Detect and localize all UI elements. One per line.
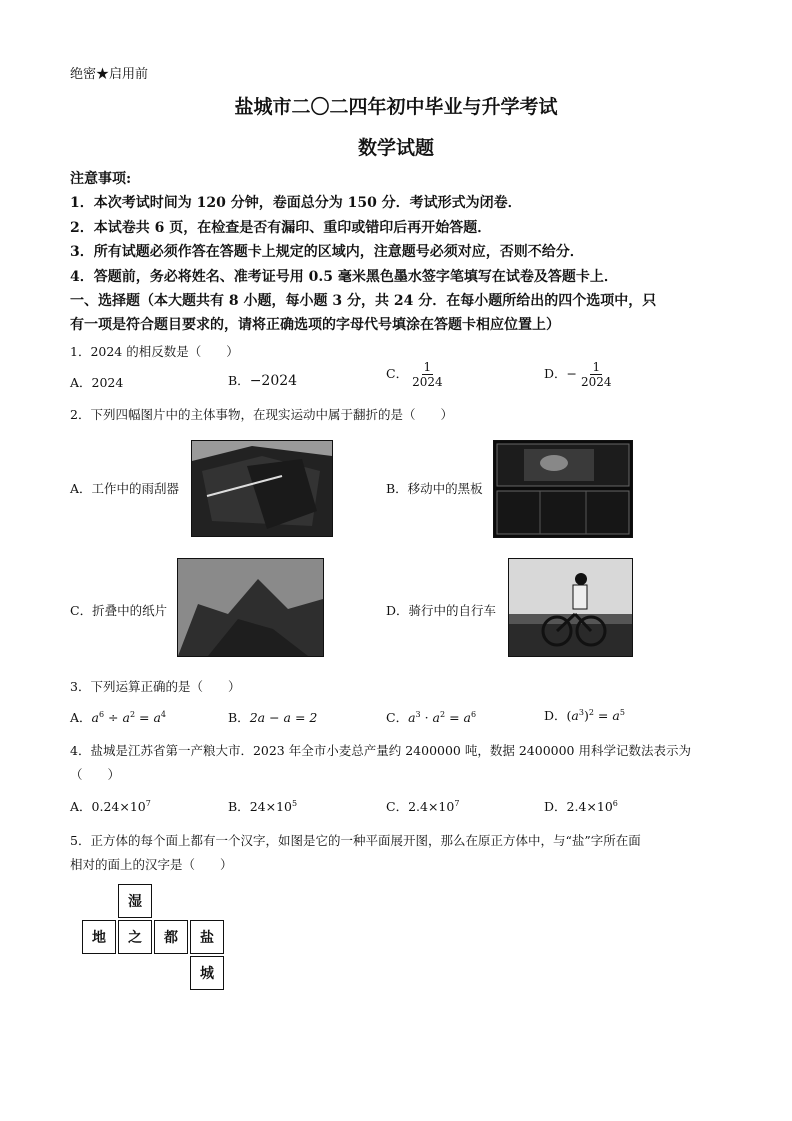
numerator: 1 (592, 360, 601, 374)
note-item: 2．本试卷共 6 页，在检查是否有漏印、重印或错印后再开始答题． (70, 220, 492, 236)
net-cell: 之 (118, 920, 152, 954)
notes-heading: 注意事项: (70, 171, 132, 187)
blackboard-photo (493, 440, 633, 538)
option-label: C． (386, 366, 409, 381)
q1-b-value: −2024 (249, 373, 298, 389)
q3-option-c: C．$a^3 \cdot a^2 = a^6$ (386, 709, 477, 725)
wiper-photo (191, 440, 333, 537)
net-cell: 地 (82, 920, 116, 954)
q3-option-d: D．$(a^3)^2 = a^5$ (544, 707, 625, 723)
q2-option-b: B．移动中的黑板 (386, 481, 483, 496)
sci-base: 2.4×10 (566, 799, 613, 814)
blackboard-image (494, 441, 632, 537)
q4-option-b (228, 797, 297, 815)
q2-option-a: A．工作中的雨刮器 (70, 481, 180, 496)
q4-option-a (70, 797, 151, 815)
sci-base: 24×10 (249, 799, 292, 814)
section-heading-cont: 有一项是符合题目要求的，请将正确选项的字母代号填涂在答题卡相应位置上） (70, 317, 560, 333)
fraction (412, 360, 443, 389)
option-label: A． (70, 710, 92, 725)
q4-stem-cont: （ ） (70, 767, 121, 782)
denominator: 2024 (581, 375, 612, 389)
exam-title: 盐城市二〇二四年初中毕业与升学考试 (234, 96, 558, 118)
section-heading: 一、选择题（本大题共有 8 小题，每小题 3 分，共 24 分．在每小题所给出的四个选项中，只 (70, 293, 657, 309)
q2-option-c: C．折叠中的纸片 (70, 603, 168, 618)
net-cell: 湿 (118, 884, 152, 918)
option-label: D． (544, 799, 567, 814)
bicycle-image (509, 559, 632, 656)
fraction (581, 360, 612, 389)
net-cell: 盐 (190, 920, 224, 954)
q4-option-c (386, 797, 459, 815)
q3-stem: 3．下列运算正确的是（ ） (70, 679, 241, 694)
secret-label: 绝密★启用前 (70, 67, 149, 82)
numerator: 1 (423, 360, 432, 374)
sci-exp: 7 (145, 798, 151, 808)
option-label: D． (544, 708, 567, 723)
option-label: C． (386, 799, 409, 814)
note-item: 4．答题前，务必将姓名、准考证号用 0.5 毫米黑色墨水签字笔填写在试卷及答题卡上． (70, 269, 618, 285)
paper-image (178, 559, 323, 656)
q1-option-a: A．2024 (70, 375, 124, 390)
q3-b-expr: 2a − a = 2 (249, 710, 318, 725)
denominator: 2024 (412, 375, 443, 389)
q1-option-b (228, 371, 297, 389)
q1-option-d (544, 360, 612, 389)
q1-stem: 1．2024 的相反数是（ ） (70, 344, 239, 359)
q4-option-d (544, 797, 618, 815)
net-cell: 城 (190, 956, 224, 990)
option-label: B． (228, 710, 250, 725)
option-label: B． (228, 373, 250, 388)
cube-net (82, 884, 232, 994)
paper-photo (177, 558, 324, 657)
q2-option-d: D．骑行中的自行车 (386, 603, 497, 618)
sci-exp: 5 (291, 798, 298, 808)
bicycle-photo (508, 558, 633, 657)
sci-exp: 6 (612, 798, 618, 808)
q5-stem-cont: 相对的面上的汉字是（ ） (70, 857, 233, 872)
note-item: 1．本次考试时间为 120 分钟，卷面总分为 150 分．考试形式为闭卷． (70, 195, 522, 211)
sci-base: 2.4×10 (408, 799, 455, 814)
sci-base: 0.24×10 (91, 799, 146, 814)
sci-exp: 7 (454, 798, 460, 808)
q2-stem: 2．下列四幅图片中的主体事物，在现实运动中属于翻折的是（ ） (70, 407, 453, 422)
q5-stem: 5．正方体的每个面上都有一个汉字，如图是它的一种平面展开图，那么在原正方体中，与“盐”字所在面 (70, 833, 641, 848)
q4-stem: 4．盐城是江苏省第一产粮大市．2023 年全市小麦总产量约 2400000 吨，数据 2400000 用科学记数法表示为 (70, 743, 691, 758)
wiper-image (192, 441, 332, 536)
option-label: B． (228, 799, 250, 814)
net-cell: 都 (154, 920, 188, 954)
exam-subtitle: 数学试题 (357, 137, 434, 159)
q1-option-c (386, 360, 443, 389)
note-item: 3．所有试题必须作答在答题卡上规定的区域内，注意题号必须对应，否则不给分． (70, 244, 584, 260)
option-label: A． (70, 799, 92, 814)
q3-option-b (228, 708, 317, 726)
option-label: D． (544, 366, 567, 381)
minus-sign: − (566, 366, 578, 381)
q3-option-a: A．$a^6 \div a^2 = a^4$ (70, 709, 167, 725)
option-label: C． (386, 710, 409, 725)
